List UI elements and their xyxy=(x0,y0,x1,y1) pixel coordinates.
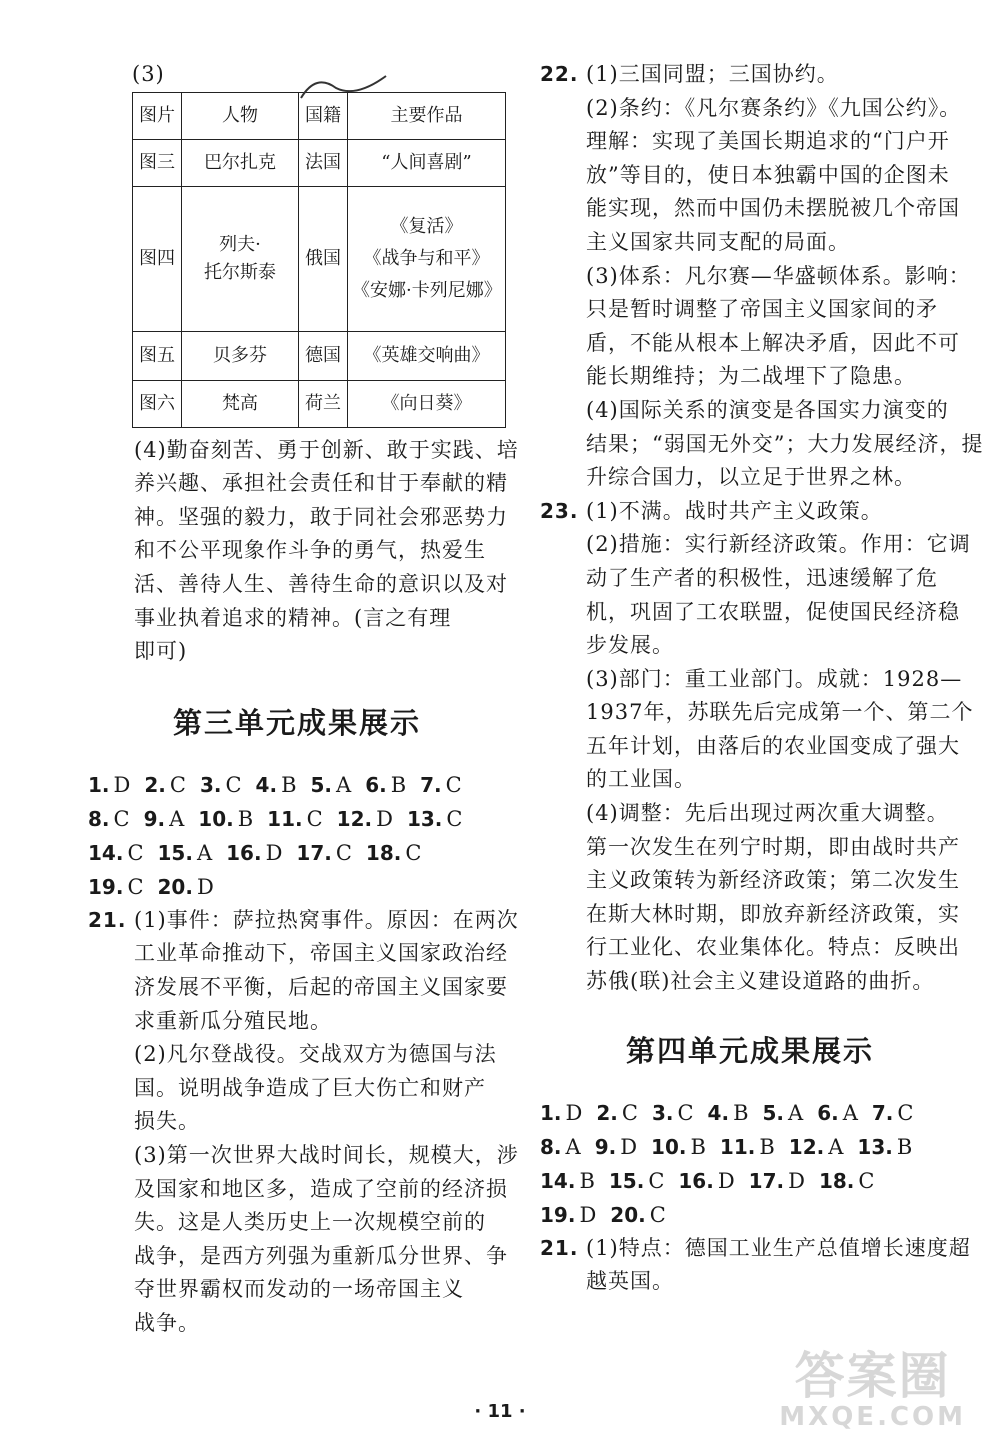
answer-number: 10. xyxy=(198,806,234,831)
answer-row xyxy=(88,768,506,802)
answer-choice: C xyxy=(897,1100,914,1125)
table-cell: 图三 xyxy=(133,139,182,186)
text-line: (4)调整：先后出现过两次重大调整。 xyxy=(586,801,949,826)
answer-number: 9. xyxy=(594,1134,617,1159)
unit4-title: 第四单元成果展示 xyxy=(625,1033,874,1068)
table-cell xyxy=(348,186,506,331)
text-line: 行工业化、农业集体化。特点：反映出 xyxy=(586,935,960,960)
text-line: 战争。 xyxy=(134,1310,200,1335)
work-line: 《复活》 xyxy=(390,215,463,237)
answer-number: 18. xyxy=(818,1168,855,1193)
answer-item xyxy=(652,1096,694,1130)
text-line: 只是暂时调整了帝国主义国家间的矛 xyxy=(586,297,938,322)
answer-number: 3. xyxy=(651,1100,674,1125)
text-line: 放”等目的，使日本独霸中国的企图未 xyxy=(586,162,950,187)
text-line: (3)体系：凡尔赛—华盛顿体系。影响： xyxy=(586,263,971,288)
answer-number: 1. xyxy=(88,772,110,797)
answer-number: 4. xyxy=(255,772,278,797)
text-line: 工业革命推动下，帝国主义国家政治经 xyxy=(134,941,508,966)
table-row xyxy=(133,331,506,380)
answer-number: 15. xyxy=(608,1168,645,1193)
answer-choice: B xyxy=(237,806,254,831)
text-line: 理解：实现了美国长期追求的“门户开 xyxy=(586,129,950,154)
table-label: (3) xyxy=(132,62,165,86)
left-column xyxy=(88,58,519,1340)
text-line: (3)第一次世界大战时间长，规模大，涉 xyxy=(134,1142,519,1167)
answer-item xyxy=(311,768,352,802)
question-number: 21. xyxy=(88,907,127,932)
text-line: 济发展不平衡，后起的帝国主义国家要 xyxy=(134,974,508,999)
answer-item xyxy=(88,768,130,802)
header-cell: 国籍 xyxy=(299,92,348,139)
text-line: 盾，不能从根本上解决矛盾，因此不可 xyxy=(586,330,960,355)
answer-item xyxy=(872,1096,914,1130)
text-line: 主义政策转为新经济政策；第二次发生 xyxy=(586,868,960,893)
answer-number: 12. xyxy=(788,1134,825,1159)
text-line: 损失。 xyxy=(134,1109,200,1134)
answer-item xyxy=(144,802,185,836)
answer-item xyxy=(420,768,462,802)
answer-number: 1. xyxy=(540,1100,562,1125)
answer-choice: D xyxy=(579,1202,597,1227)
question-number: 21. xyxy=(540,1235,579,1260)
answer-number: 16. xyxy=(678,1168,714,1193)
answer-item xyxy=(88,836,144,870)
answer-number: 7. xyxy=(420,772,442,797)
answer-item xyxy=(595,1130,637,1164)
answer-number: 14. xyxy=(88,840,124,865)
answer-item xyxy=(610,1198,666,1232)
answer-item xyxy=(88,802,130,836)
answer-choice: C xyxy=(225,772,242,797)
answer-number: 2. xyxy=(596,1100,618,1125)
table-cell xyxy=(182,186,299,331)
answer-choice: D xyxy=(788,1168,805,1193)
work-line: 《战争与和平》 xyxy=(363,247,490,269)
unit3-title: 第三单元成果展示 xyxy=(172,705,421,740)
text-line: 步发展。 xyxy=(586,633,674,658)
text-line: (4)勤奋刻苦、勇于创新、敢于实践、培 xyxy=(134,437,519,462)
answer-number: 20. xyxy=(610,1202,646,1227)
question-number: 22. xyxy=(540,62,579,86)
answer-item xyxy=(540,1130,581,1164)
answer-number: 13. xyxy=(857,1134,893,1159)
text-line: 能长期维持；为二战埋下了隐患。 xyxy=(586,364,916,389)
text-line: 及国家和地区多，造成了空前的经济损 xyxy=(134,1176,508,1201)
answer-item xyxy=(198,802,253,836)
answer-item xyxy=(763,1096,804,1130)
table-cell: 《向日葵》 xyxy=(348,380,506,427)
answer-item xyxy=(88,870,144,904)
unit4-answer-grid xyxy=(540,1096,960,1232)
text-line: (3)部门：重工业部门。成就：1928— xyxy=(586,666,963,691)
answer-number: 17. xyxy=(296,840,332,865)
answer-number: 2. xyxy=(144,772,166,797)
table-row xyxy=(133,380,506,427)
text-line: (1)三国同盟；三国协约。 xyxy=(586,62,839,86)
table-cell: 《英雄交响曲》 xyxy=(348,331,506,380)
text-line: (4)国际关系的演变是各国实力演变的 xyxy=(586,397,949,422)
answer-choice: C xyxy=(113,806,130,831)
table-cell: 俄国 xyxy=(299,186,348,331)
answer-choice: C xyxy=(445,772,462,797)
text-line: 主义国家共同支配的局面。 xyxy=(586,229,850,254)
answer-choice: D xyxy=(717,1168,735,1193)
table-cell: 法国 xyxy=(299,139,348,186)
answer-row xyxy=(540,1130,960,1164)
answer-item xyxy=(296,836,352,870)
text-line: 神。坚强的毅力，敢于同社会邪恶势力 xyxy=(134,504,508,529)
answer-number: 6. xyxy=(365,772,387,797)
q23 xyxy=(540,495,974,999)
answer-number: 14. xyxy=(540,1168,576,1193)
text-line: (2)条约：《凡尔赛条约》《九国公约》。 xyxy=(586,95,962,120)
right-column xyxy=(540,58,984,1299)
answer-paragraph-4 xyxy=(88,434,519,669)
answer-number: 7. xyxy=(871,1100,894,1125)
answer-choice: C xyxy=(335,840,352,865)
answer-row xyxy=(88,836,506,870)
answer-choice: D xyxy=(196,874,214,899)
text-line: 和不公平现象作斗争的勇气，热爱生 xyxy=(134,538,486,563)
text-line: 机，巩固了工农联盟，促使国民经济稳 xyxy=(586,599,960,624)
answer-item xyxy=(540,1198,596,1232)
answer-choice: D xyxy=(265,840,283,865)
text-line: (2)措施：实行新经济政策。作用：它调 xyxy=(586,532,971,557)
text-line: 国。说明战争造成了巨大伤亡和财产 xyxy=(134,1075,486,1100)
answer-row xyxy=(88,802,506,836)
answer-number: 11. xyxy=(719,1134,756,1159)
answer-item xyxy=(789,1130,844,1164)
answer-row xyxy=(540,1096,960,1130)
text-line: 越英国。 xyxy=(586,1269,674,1294)
answer-choice: B xyxy=(733,1100,749,1125)
answer-choice: D xyxy=(376,806,393,831)
answer-choice: C xyxy=(446,806,463,831)
answer-choice: A xyxy=(565,1134,581,1159)
watermark-logo xyxy=(779,1349,966,1431)
person-line: 托尔斯泰 xyxy=(204,261,276,283)
answer-item xyxy=(407,802,463,836)
table-cell: 荷兰 xyxy=(299,380,348,427)
answer-number: 18. xyxy=(365,840,402,865)
answer-number: 17. xyxy=(748,1168,785,1193)
answer-row xyxy=(540,1164,960,1198)
table-row xyxy=(133,139,506,186)
text-line: 结果；“弱国无外交”；大力发展经济，提 xyxy=(586,431,984,456)
answer-item xyxy=(678,1164,734,1198)
answer-choice: D xyxy=(565,1100,583,1125)
watermark-line1: 答案圈 xyxy=(794,1347,951,1405)
answer-item xyxy=(817,1096,858,1130)
table-cell: 梵高 xyxy=(182,380,299,427)
answer-item xyxy=(144,768,186,802)
q22 xyxy=(540,58,984,495)
table-cell: “人间喜剧” xyxy=(348,139,506,186)
answer-item xyxy=(720,1130,775,1164)
text-line: 战争，是西方列强为重新瓜分世界、争 xyxy=(134,1243,508,1268)
answer-item xyxy=(540,1096,582,1130)
header-cell: 人物 xyxy=(182,92,299,139)
artists-table xyxy=(132,92,506,428)
text-line: 第一次发生在列宁时期，即由战时共产 xyxy=(586,834,960,859)
answer-item xyxy=(267,802,323,836)
answer-item xyxy=(256,768,297,802)
text-line: 的工业国。 xyxy=(586,767,696,792)
text-line: 即可) xyxy=(134,639,188,664)
answer-number: 15. xyxy=(157,840,193,865)
answer-item xyxy=(540,1164,595,1198)
answer-item xyxy=(596,1096,638,1130)
answer-row xyxy=(540,1198,960,1232)
answer-choice: B xyxy=(896,1134,913,1159)
text-line: 失。这是人类历史上一次规模空前的 xyxy=(134,1210,486,1235)
answer-number: 5. xyxy=(310,772,333,797)
answer-item xyxy=(337,802,393,836)
answer-number: 13. xyxy=(406,806,443,831)
answer-number: 5. xyxy=(762,1100,785,1125)
text-line: (2)凡尔登战役。交战双方为德国与法 xyxy=(134,1042,497,1067)
answer-choice: B xyxy=(759,1134,775,1159)
answer-choice: A xyxy=(336,772,352,797)
answer-item xyxy=(366,836,422,870)
table-cell: 贝多芬 xyxy=(182,331,299,380)
answer-item xyxy=(857,1130,912,1164)
unit3-answer-grid xyxy=(88,768,506,904)
answer-choice: A xyxy=(169,806,185,831)
page-number: · 11 · xyxy=(474,1401,526,1422)
answer-choice: C xyxy=(677,1100,694,1125)
text-line: (1)特点：德国工业生产总值增长速度超 xyxy=(586,1235,971,1260)
answer-choice: C xyxy=(648,1168,665,1193)
answer-choice: B xyxy=(579,1168,595,1193)
table-cell: 图五 xyxy=(133,331,182,380)
answer-row xyxy=(88,870,506,904)
table-cell: 图六 xyxy=(133,380,182,427)
header-cell: 主要作品 xyxy=(348,92,506,139)
text-line: 能实现，然而中国仍未摆脱被几个帝国 xyxy=(586,196,960,221)
answer-choice: B xyxy=(390,772,407,797)
answer-number: 8. xyxy=(540,1134,562,1159)
answer-choice: C xyxy=(306,806,323,831)
unit4-q21 xyxy=(540,1232,971,1299)
question-number: 23. xyxy=(540,498,579,523)
answer-choice: C xyxy=(858,1168,875,1193)
answer-number: 19. xyxy=(88,874,124,899)
answer-item xyxy=(609,1164,665,1198)
text-line: 事业执着追求的精神。(言之有理 xyxy=(134,605,452,630)
text-line: 升综合国力，以立足于世界之林。 xyxy=(586,465,916,490)
answer-choice: C xyxy=(127,874,144,899)
answer-number: 4. xyxy=(707,1100,730,1125)
answer-number: 12. xyxy=(336,806,373,831)
answer-choice: A xyxy=(196,840,213,865)
answer-number: 3. xyxy=(199,772,222,797)
answer-number: 10. xyxy=(651,1134,687,1159)
text-line: 夺世界霸权而发动的一场帝国主义 xyxy=(134,1277,464,1302)
table-row xyxy=(133,186,506,331)
answer-number: 9. xyxy=(143,806,166,831)
text-line: 求重新瓜分殖民地。 xyxy=(134,1008,332,1033)
answer-item xyxy=(226,836,282,870)
answer-number: 11. xyxy=(267,806,303,831)
text-line: 五年计划，由落后的农业国变成了强大 xyxy=(586,733,960,758)
answer-choice: B xyxy=(690,1134,706,1159)
answer-number: 6. xyxy=(817,1100,839,1125)
table-cell: 德国 xyxy=(299,331,348,380)
answer-item xyxy=(365,768,406,802)
answer-item xyxy=(819,1164,875,1198)
text-line: 动了生产者的积极性，迅速缓解了危 xyxy=(586,565,938,590)
answer-choice: C xyxy=(127,840,144,865)
answer-choice: D xyxy=(113,772,131,797)
work-line: 《安娜·卡列尼娜》 xyxy=(352,279,502,301)
answer-choice: A xyxy=(842,1100,858,1125)
answer-number: 8. xyxy=(88,806,110,831)
text-line: 在斯大林时期，即放弃新经济政策，实 xyxy=(586,901,960,926)
text-line: 苏俄(联)社会主义建设道路的曲折。 xyxy=(586,969,935,994)
table-cell: 巴尔扎克 xyxy=(182,139,299,186)
answer-choice: A xyxy=(828,1134,844,1159)
answer-choice: D xyxy=(620,1134,638,1159)
watermark-line2: MXQE.COM xyxy=(779,1402,966,1432)
answer-item xyxy=(651,1130,706,1164)
text-line: (1)事件：萨拉热窝事件。原因：在两次 xyxy=(134,907,519,932)
answer-choice: C xyxy=(649,1202,666,1227)
answer-number: 20. xyxy=(157,874,193,899)
header-cell: 图片 xyxy=(133,92,182,139)
text-line: 1937年，苏联先后完成第一个、第二个 xyxy=(586,700,974,725)
table-cell: 图四 xyxy=(133,186,182,331)
answer-choice: C xyxy=(405,840,422,865)
answer-item xyxy=(158,836,213,870)
pen-scribble-icon xyxy=(296,68,416,108)
text-line: 养兴趣、承担社会责任和甘于奉献的精 xyxy=(134,471,508,496)
unit3-q21 xyxy=(88,904,519,1341)
answer-item xyxy=(749,1164,805,1198)
answer-choice: B xyxy=(281,772,297,797)
answer-item xyxy=(200,768,242,802)
answer-choice: C xyxy=(621,1100,638,1125)
person-line: 列夫· xyxy=(219,233,261,255)
answer-number: 19. xyxy=(540,1202,576,1227)
answer-number: 16. xyxy=(226,840,262,865)
text-line: (1)不满。战时共产主义政策。 xyxy=(586,498,883,523)
answer-item xyxy=(158,870,214,904)
answer-item xyxy=(708,1096,749,1130)
text-line: 活、善待人生、善待生命的意识以及对 xyxy=(134,571,508,596)
answer-choice: C xyxy=(169,772,186,797)
answer-choice: A xyxy=(788,1100,804,1125)
